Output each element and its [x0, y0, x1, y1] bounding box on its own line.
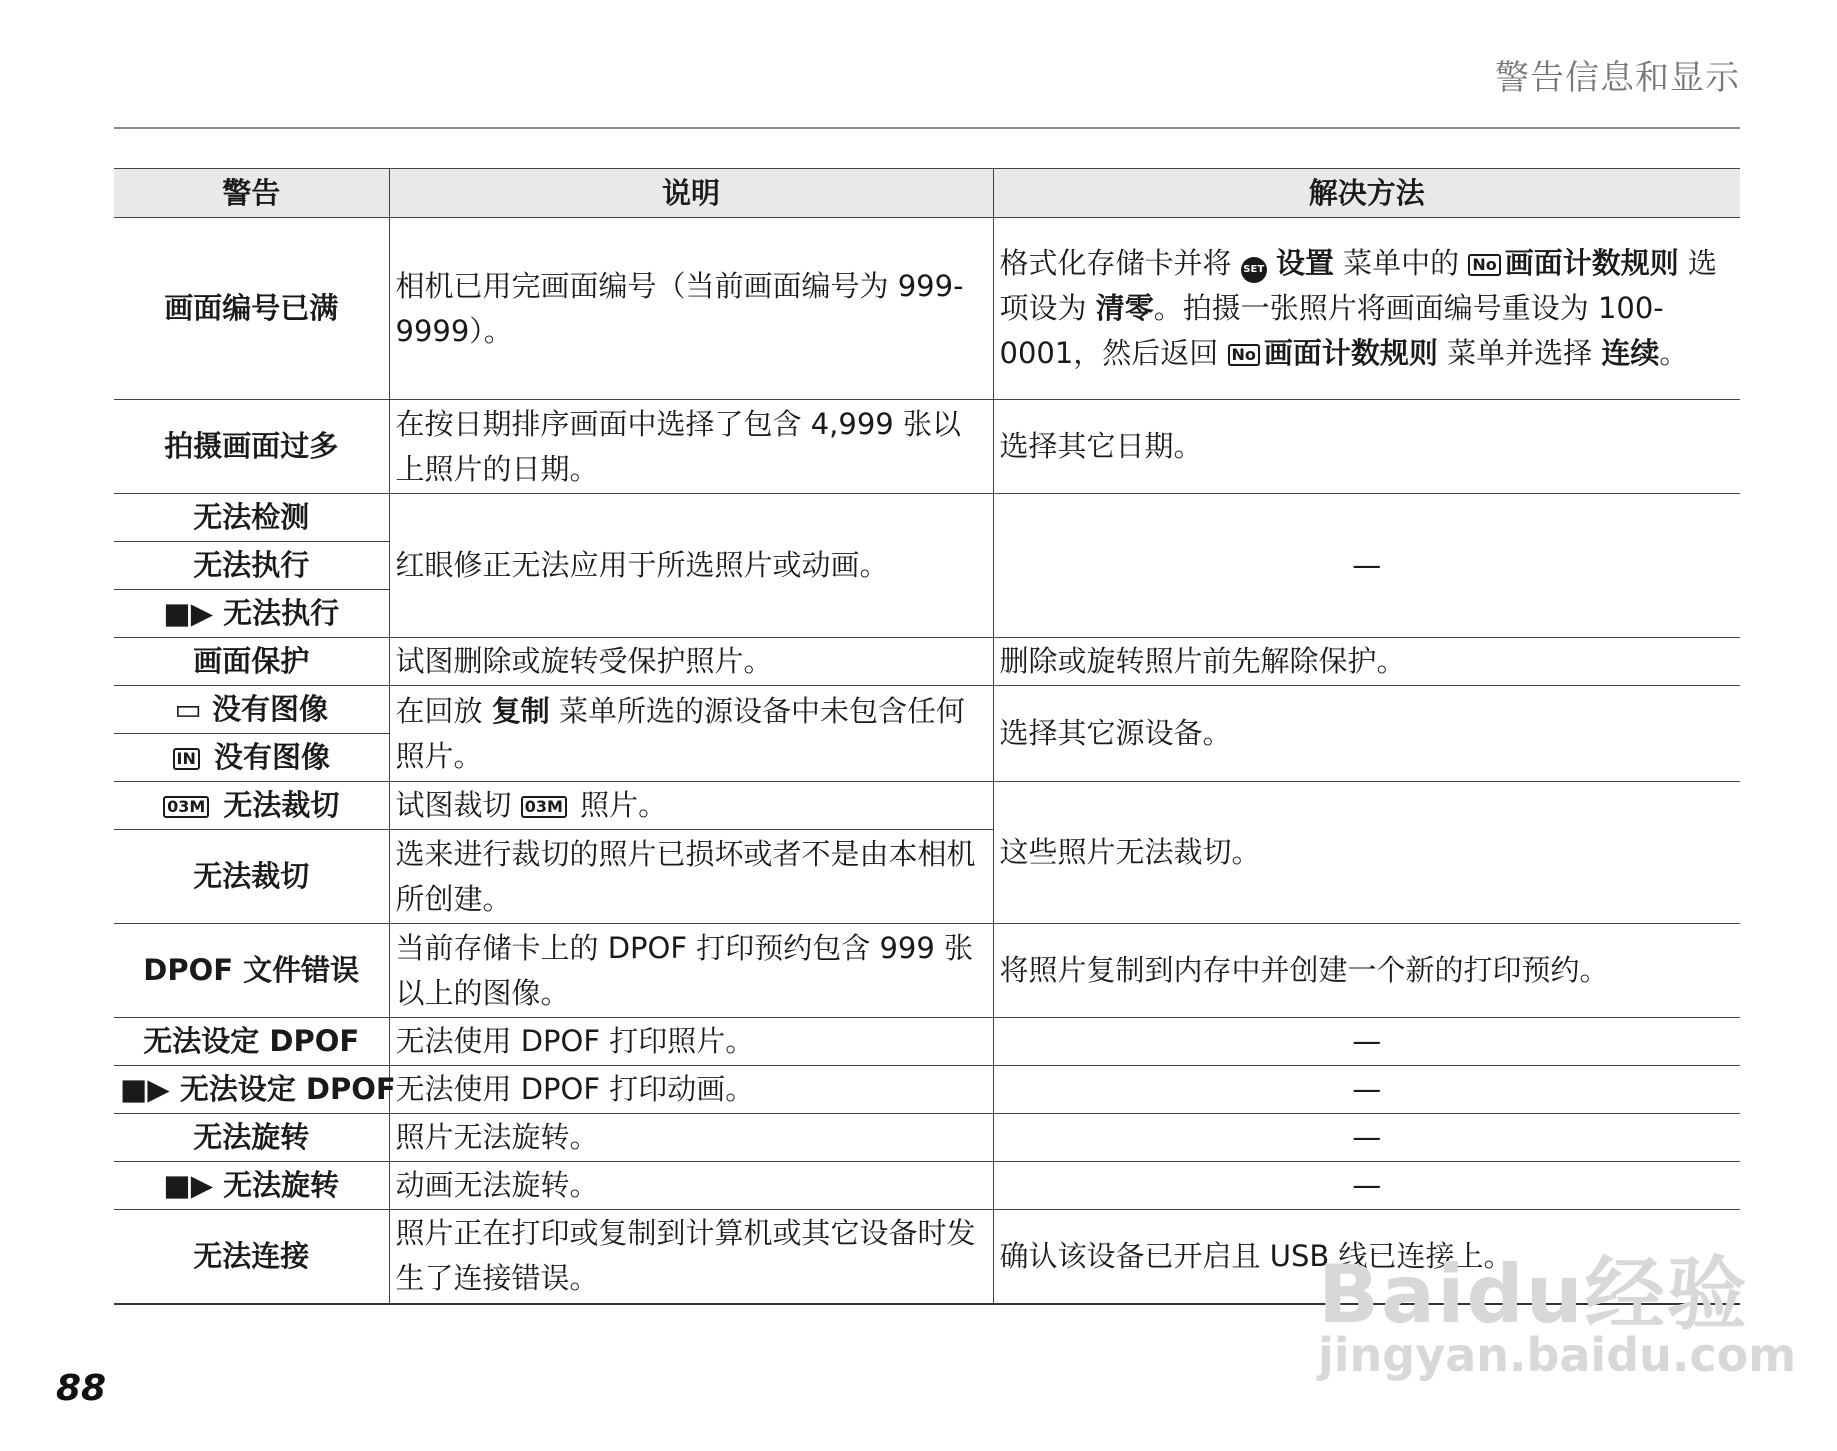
description-cell: 在回放 复制 菜单所选的源设备中未包含任何照片。	[389, 686, 993, 782]
movie-icon: ■▶	[120, 1072, 170, 1106]
setup-menu-icon: SET	[1241, 257, 1267, 283]
description-cell: 相机已用完画面编号（当前画面编号为 999-9999）。	[389, 218, 993, 400]
description-cell: 在按日期排序画面中选择了包含 4,999 张以上照片的日期。	[389, 400, 993, 494]
warning-cell: 无法旋转	[114, 1114, 389, 1162]
table-header-row	[114, 169, 1740, 218]
solution-cell: —	[993, 1114, 1740, 1162]
description-cell: 照片无法旋转。	[389, 1114, 993, 1162]
solution-cell: —	[993, 1066, 1740, 1114]
header-warning: 警告	[114, 169, 389, 218]
warning-cell: ▭ 没有图像	[114, 686, 389, 734]
warning-cell: 拍摄画面过多	[114, 400, 389, 494]
warning-cell: ■▶ 无法设定 DPOF	[114, 1066, 389, 1114]
solution-cell: 选择其它日期。	[993, 400, 1740, 494]
table-row	[114, 218, 1740, 400]
description-cell: 选来进行裁切的照片已损坏或者不是由本相机所创建。	[389, 830, 993, 924]
table-row	[114, 638, 1740, 686]
movie-icon: ■▶	[163, 596, 214, 630]
warning-cell: 03M 无法裁切	[114, 782, 389, 830]
watermark-logo-text: Baidu经验	[1318, 1248, 1749, 1341]
warning-cell: ■▶ 无法旋转	[114, 1162, 389, 1210]
description-cell: 动画无法旋转。	[389, 1162, 993, 1210]
memory-card-icon: IN	[173, 748, 200, 770]
frame-counter-icon: No	[1468, 254, 1500, 276]
warning-cell: 画面编号已满	[114, 218, 389, 400]
image-size-icon: 03M	[521, 796, 567, 818]
movie-icon: ■▶	[163, 1168, 214, 1202]
solution-cell: 删除或旋转照片前先解除保护。	[993, 638, 1740, 686]
solution-cell: 将照片复制到内存中并创建一个新的打印预约。	[993, 924, 1740, 1018]
description-cell: 无法使用 DPOF 打印动画。	[389, 1066, 993, 1114]
top-divider	[114, 127, 1740, 129]
table-row	[114, 686, 1740, 734]
solution-cell: —	[993, 1162, 1740, 1210]
table-row	[114, 924, 1740, 1018]
warning-cell: 无法连接	[114, 1210, 389, 1304]
description-cell: 照片正在打印或复制到计算机或其它设备时发生了连接错误。	[389, 1210, 993, 1304]
warning-cell: 无法设定 DPOF	[114, 1018, 389, 1066]
header-solution: 解决方法	[993, 169, 1740, 218]
header-description: 说明	[389, 169, 993, 218]
warning-cell: ■▶ 无法执行	[114, 590, 389, 638]
solution-cell: —	[993, 1018, 1740, 1066]
table-row	[114, 1162, 1740, 1210]
image-size-icon: 03M	[163, 796, 209, 818]
description-cell: 当前存储卡上的 DPOF 打印预约包含 999 张以上的图像。	[389, 924, 993, 1018]
warning-cell: DPOF 文件错误	[114, 924, 389, 1018]
table-row	[114, 1210, 1740, 1304]
solution-cell: 选择其它源设备。	[993, 686, 1740, 782]
warning-cell: 无法执行	[114, 542, 389, 590]
description-cell: 红眼修正无法应用于所选照片或动画。	[389, 494, 993, 638]
frame-counter-icon: No	[1228, 344, 1260, 366]
description-cell: 试图裁切 03M 照片。	[389, 782, 993, 830]
table-row	[114, 1018, 1740, 1066]
internal-memory-icon: ▭	[174, 692, 202, 726]
warning-cell: 无法裁切	[114, 830, 389, 924]
table-row	[114, 494, 1740, 542]
section-title: 警告信息和显示	[1495, 58, 1740, 98]
warning-cell: 画面保护	[114, 638, 389, 686]
solution-cell: 格式化存储卡并将 SET 设置 菜单中的 No 画面计数规则 选项设为 清零。拍摄一张照片将画面编号重设为 100-0001，然后返回 No 画面计数规则 菜单并选择 连续。	[993, 218, 1740, 400]
solution-cell: 这些照片无法裁切。	[993, 782, 1740, 924]
table-row	[114, 1114, 1740, 1162]
description-cell: 无法使用 DPOF 打印照片。	[389, 1018, 993, 1066]
table-row	[114, 782, 1740, 830]
table-row	[114, 400, 1740, 494]
warning-table	[114, 168, 1740, 1305]
warning-cell: 无法检测	[114, 494, 389, 542]
description-cell: 试图删除或旋转受保护照片。	[389, 638, 993, 686]
table-row	[114, 1066, 1740, 1114]
warning-cell: IN 没有图像	[114, 734, 389, 782]
solution-cell: 确认该设备已开启且 USB 线已连接上。	[993, 1210, 1740, 1304]
watermark-url: jingyan.baidu.com	[1318, 1328, 1797, 1382]
page-number: 88	[56, 1368, 107, 1409]
solution-cell: —	[993, 494, 1740, 638]
